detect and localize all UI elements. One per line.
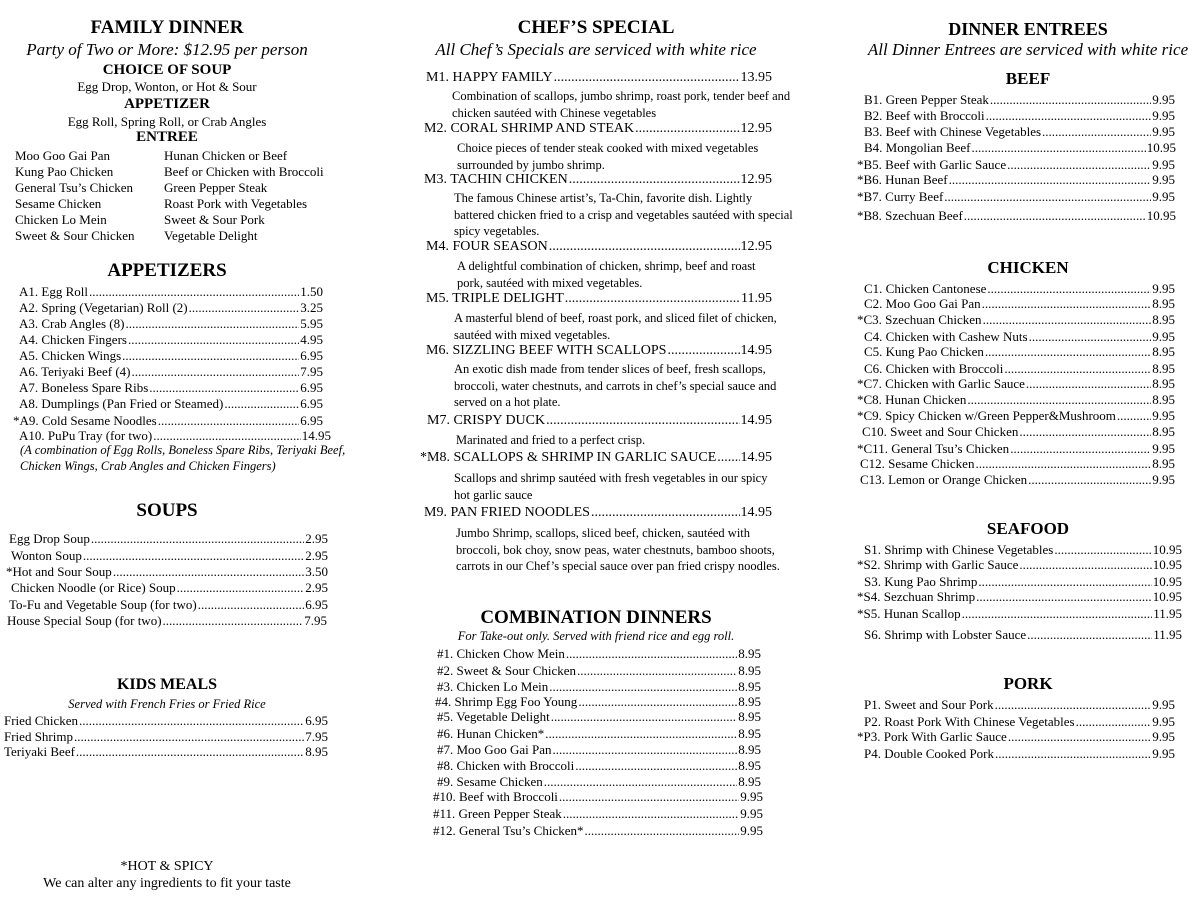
menu-item: *A9. Cold Sesame Noodles ..... 6.95 — [13, 413, 323, 429]
soups-title: SOUPS — [136, 500, 198, 521]
menu-item: B4. Mongolian Beef ..... 10.95 — [864, 140, 1176, 156]
menu-item: Fried Chicken ..... 6.95 — [4, 713, 328, 729]
appetizers-title: APPETIZERS — [107, 260, 227, 281]
family-entree-item: Vegetable Delight — [164, 228, 258, 243]
menu-item: *C9. Spicy Chicken w/Green Pepper&Mushroom ..... 9.95 — [857, 408, 1175, 424]
menu-item: S1. Shrimp with Chinese Vegetables ..... 10.95 — [864, 542, 1182, 558]
menu-item-description: A delightful combination of chicken, shrimp, beef and roast pork, sautéed with mixed vegetables. — [457, 259, 756, 290]
family-entree-item: Moo Goo Gai Pan — [15, 148, 110, 163]
menu-item-description: Jumbo Shrimp, scallops, sliced beef, chicken, sautéed with broccoli, bok choy, snow peas, water chestnuts, bamboo shoots, carrots in our Chef’s special sauce over pan fried crispy noodles. — [456, 526, 780, 573]
menu-item: A4. Chicken Fingers ..... 4.95 — [19, 332, 323, 348]
menu-item: #4. Shrimp Egg Foo Young ..... 8.95 — [435, 694, 761, 710]
menu-item: #8. Chicken with Broccoli ..... 8.95 — [437, 758, 761, 774]
pupu-tray-note: (A combination of Egg Rolls, Boneless Spare Ribs, Teriyaki Beef, Chicken Wings, Crab Angles and Chicken Fingers) — [20, 443, 346, 473]
family-entree-item: General Tsu’s Chicken — [15, 180, 133, 195]
menu-item: Wonton Soup ..... 2.95 — [11, 548, 328, 564]
menu-item: #5. Vegetable Delight ..... 8.95 — [437, 709, 761, 725]
menu-item-description: An exotic dish made from tender slices of beef, fresh scallops, broccoli, water chestnuts, and carrots in chef’s special sauce and served on a hot plate. — [454, 362, 777, 409]
menu-item: M2. CORAL SHRIMP AND STEAK ..... 12.95 — [424, 121, 772, 137]
seafood-title: SEAFOOD — [986, 519, 1070, 538]
menu-item: *B6. Hunan Beef ..... 9.95 — [857, 172, 1175, 188]
menu-item: House Special Soup (for two) ..... 7.95 — [7, 613, 327, 629]
menu-item: *P3. Pork With Garlic Sauce ..... 9.95 — [857, 729, 1175, 745]
menu-item: Chicken Noodle (or Rice) Soup ..... 2.95 — [11, 580, 328, 596]
menu-item: Egg Drop Soup ..... 2.95 — [9, 531, 328, 547]
menu-item: A10. PuPu Tray (for two) ..... 14.95 — [19, 428, 331, 444]
family-dinner-subtitle: Party of Two or More: $12.95 per person — [26, 40, 308, 59]
family-entree-item: Sweet & Sour Pork — [164, 212, 265, 227]
menu-item-description: Marinated and fried to a perfect crisp. — [456, 433, 646, 447]
menu-item: *B7. Curry Beef ..... 9.95 — [857, 189, 1175, 205]
menu-item-description: A masterful blend of beef, roast pork, and sliced filet of chicken, sautéed with mixed vegetables. — [454, 311, 777, 342]
appetizer-heading: APPETIZER — [124, 96, 210, 112]
family-entree-item: Sesame Chicken — [15, 196, 102, 211]
menu-item: To-Fu and Vegetable Soup (for two) ..... 6.95 — [9, 597, 328, 613]
kids-meals-subtitle: Served with French Fries or Fried Rice — [68, 697, 266, 711]
menu-item: #7. Moo Goo Gai Pan ..... 8.95 — [437, 742, 761, 758]
menu-item: #12. General Tsu’s Chicken* ..... 9.95 — [433, 823, 763, 839]
choice-of-soup-text: Egg Drop, Wonton, or Hot & Sour — [77, 79, 257, 94]
menu-item-description: Scallops and shrimp sautéed with fresh vegetables in our spicy hot garlic sauce — [454, 471, 768, 502]
menu-item: *S2. Shrimp with Garlic Sauce ..... 10.95 — [857, 557, 1182, 573]
menu-item: P4. Double Cooked Pork ..... 9.95 — [864, 746, 1175, 762]
choice-of-soup-heading: CHOICE OF SOUP — [102, 62, 232, 78]
dinner-entrees-title: DINNER ENTREES — [948, 19, 1108, 39]
menu-item: *B8. Szechuan Beef ..... 10.95 — [857, 208, 1176, 224]
menu-item: Teriyaki Beef ..... 8.95 — [4, 744, 328, 760]
menu-item: *C11. General Tsu’s Chicken ..... 9.95 — [857, 441, 1175, 457]
menu-item: *S4. Sezchuan Shrimp ..... 10.95 — [857, 589, 1182, 605]
menu-item: C13. Lemon or Orange Chicken ..... 9.95 — [860, 472, 1175, 488]
menu-item: C6. Chicken with Broccoli ..... 8.95 — [864, 361, 1175, 377]
combination-dinners-title: COMBINATION DINNERS — [480, 607, 712, 628]
family-entree-item: Beef or Chicken with Broccoli — [164, 164, 324, 179]
menu-item: *S5. Hunan Scallop ..... 11.95 — [857, 606, 1182, 622]
menu-item: A5. Chicken Wings ..... 6.95 — [19, 348, 323, 364]
family-entree-item: Roast Pork with Vegetables — [164, 196, 308, 211]
hot-spicy-legend: *HOT & SPICY — [120, 859, 214, 874]
menu-item: S3. Kung Pao Shrimp ..... 10.95 — [864, 574, 1182, 590]
family-entree-item: Green Pepper Steak — [164, 180, 268, 195]
chefs-special-subtitle: All Chef’s Specials are serviced with white rice — [435, 40, 757, 59]
family-entree-item: Hunan Chicken or Beef — [164, 148, 288, 163]
menu-item: P2. Roast Pork With Chinese Vegetables ..... 9.95 — [864, 714, 1175, 730]
menu-item: #10. Beef with Broccoli ..... 9.95 — [433, 789, 763, 805]
family-entree-item: Sweet & Sour Chicken — [15, 228, 135, 243]
menu-item: M3. TACHIN CHICKEN ..... 12.95 — [424, 172, 772, 188]
menu-item: A3. Crab Angles (8) ..... 5.95 — [19, 316, 323, 332]
menu-item: P1. Sweet and Sour Pork ..... 9.95 — [864, 697, 1175, 713]
menu-item: *C8. Hunan Chicken ..... 8.95 — [857, 392, 1175, 408]
menu-item: *B5. Beef with Garlic Sauce ..... 9.95 — [857, 157, 1175, 173]
menu-item: A8. Dumplings (Pan Fried or Steamed) ..... 6.95 — [19, 396, 323, 412]
menu-item: M6. SIZZLING BEEF WITH SCALLOPS ..... 14.95 — [426, 343, 772, 359]
family-entree-item: Chicken Lo Mein — [15, 212, 107, 227]
menu-item: #6. Hunan Chicken* ..... 8.95 — [437, 726, 761, 742]
menu-item: C10. Sweet and Sour Chicken ..... 8.95 — [862, 424, 1175, 440]
menu-item: C4. Chicken with Cashew Nuts ..... 9.95 — [864, 329, 1175, 345]
family-dinner-title: FAMILY DINNER — [90, 17, 244, 38]
family-entree-item: Kung Pao Chicken — [15, 164, 114, 179]
chefs-special-title: CHEF’S SPECIAL — [517, 17, 675, 38]
menu-item: B3. Beef with Chinese Vegetables ..... 9.95 — [864, 124, 1175, 140]
menu-item: *Hot and Sour Soup ..... 3.50 — [6, 564, 328, 580]
menu-item: M1. HAPPY FAMILY ..... 13.95 — [426, 70, 772, 86]
menu-item: A7. Boneless Spare Ribs ..... 6.95 — [19, 380, 323, 396]
menu-item: M7. CRISPY DUCK ..... 14.95 — [427, 413, 772, 429]
menu-item: M9. PAN FRIED NOODLES ..... 14.95 — [424, 505, 772, 521]
menu-item: C2. Moo Goo Gai Pan ..... 8.95 — [864, 296, 1175, 312]
menu-item: #1. Chicken Chow Mein ..... 8.95 — [437, 646, 761, 662]
menu-item-description: Choice pieces of tender steak cooked with mixed vegetables surrounded by jumbo shrimp. — [457, 141, 759, 172]
menu-item: A2. Spring (Vegetarian) Roll (2) ..... 3.25 — [19, 300, 323, 316]
menu-item: B2. Beef with Broccoli ..... 9.95 — [864, 108, 1175, 124]
entree-heading: ENTREE — [136, 129, 198, 145]
menu-item: C12. Sesame Chicken ..... 8.95 — [860, 456, 1175, 472]
menu-item: *M8. SCALLOPS & SHRIMP IN GARLIC SAUCE ..... 14.95 — [420, 450, 772, 466]
pork-title: PORK — [1003, 674, 1053, 693]
menu-item: M4. FOUR SEASON ..... 12.95 — [426, 239, 772, 255]
menu-item: #9. Sesame Chicken ..... 8.95 — [437, 774, 761, 790]
menu-item: *C3. Szechuan Chicken ..... 8.95 — [857, 312, 1175, 328]
beef-title: BEEF — [1005, 69, 1051, 88]
menu-item: #3. Chicken Lo Mein ..... 8.95 — [437, 679, 761, 695]
dinner-entrees-subtitle: All Dinner Entrees are serviced with white rice — [867, 40, 1189, 59]
menu-item: *C7. Chicken with Garlic Sauce ..... 8.95 — [857, 376, 1175, 392]
appetizer-text: Egg Roll, Spring Roll, or Crab Angles — [67, 114, 267, 129]
menu-item: #2. Sweet & Sour Chicken ..... 8.95 — [437, 663, 761, 679]
menu-item: B1. Green Pepper Steak ..... 9.95 — [864, 92, 1175, 108]
menu-item: S6. Shrimp with Lobster Sauce ..... 11.95 — [864, 627, 1182, 643]
alter-ingredients-note: We can alter any ingredients to fit your taste — [43, 876, 291, 891]
menu-item: A1. Egg Roll ..... 1.50 — [19, 284, 323, 300]
menu-item: Fried Shrimp ..... 7.95 — [4, 729, 328, 745]
menu-item: C5. Kung Pao Chicken ..... 8.95 — [864, 344, 1175, 360]
menu-item: #11. Green Pepper Steak ..... 9.95 — [433, 806, 763, 822]
menu-item: C1. Chicken Cantonese ..... 9.95 — [864, 281, 1175, 297]
menu-item-description: Combination of scallops, jumbo shrimp, roast pork, tender beef and chicken sautéed with Chinese vegetables — [452, 89, 791, 120]
menu-item: A6. Teriyaki Beef (4) ..... 7.95 — [19, 364, 323, 380]
combination-dinners-subtitle: For Take-out only. Served with friend rice and egg roll. — [457, 629, 735, 643]
chicken-title: CHICKEN — [987, 258, 1069, 277]
menu-item: M5. TRIPLE DELIGHT ..... 11.95 — [426, 291, 772, 307]
menu-item-description: The famous Chinese artist’s, Ta-Chin, favorite dish. Lightly battered chicken fried to a crisp and vegetables sautéed with special spicy vegetables. — [454, 191, 793, 238]
kids-meals-title: KIDS MEALS — [116, 676, 218, 693]
